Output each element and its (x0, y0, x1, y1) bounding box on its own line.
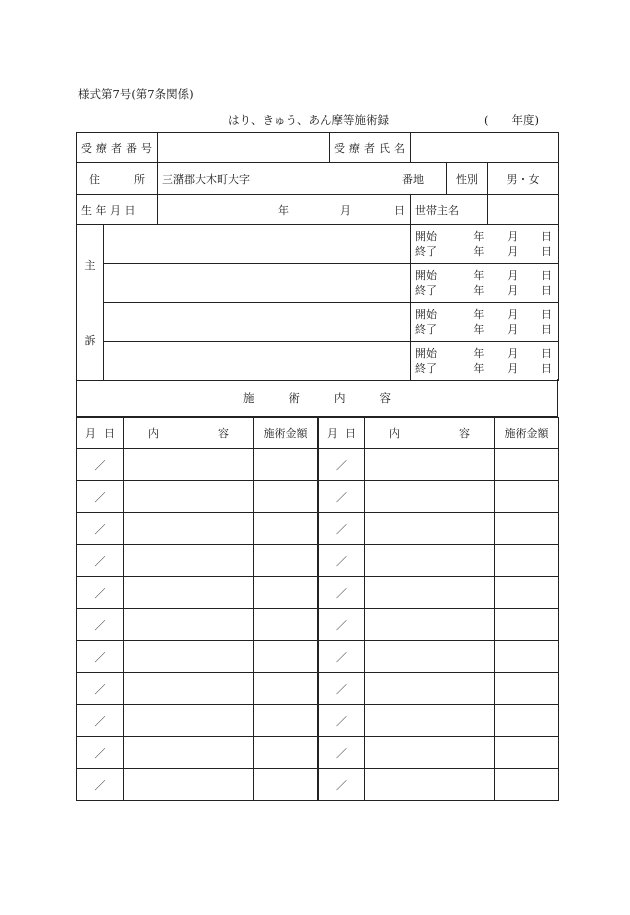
date-cell[interactable]: ／ (319, 705, 365, 737)
amount-cell[interactable] (254, 577, 318, 609)
date-cell[interactable]: ／ (319, 673, 365, 705)
treatment-row (77, 545, 318, 577)
amount-cell[interactable] (254, 481, 318, 513)
date-cell[interactable]: ／ (77, 641, 124, 673)
date-cell[interactable]: ／ (319, 737, 365, 769)
amount-cell[interactable] (495, 673, 559, 705)
complaint-field-1[interactable] (104, 225, 411, 264)
treatment-row (77, 641, 318, 673)
address-field[interactable] (158, 163, 447, 195)
amount-cell[interactable] (254, 705, 318, 737)
birthdate-field[interactable]: 年 月 日 (158, 195, 411, 225)
address-value: 三潴郡大木町大字 (162, 172, 250, 186)
complaint-field-3[interactable] (104, 303, 411, 342)
treatment-row (319, 545, 559, 577)
date-cell[interactable]: ／ (319, 641, 365, 673)
content-cell[interactable] (365, 513, 495, 545)
date-cell[interactable]: ／ (77, 705, 124, 737)
col-date-header: 月 日 (319, 418, 365, 449)
date-cell[interactable]: ／ (77, 513, 124, 545)
patient-name-field[interactable] (411, 133, 559, 163)
form-title: はり、きゅう、あん摩等施術録 (228, 113, 389, 127)
complaint-dates-3[interactable]: 開始 年 月 日 終了 年 月 日 (411, 303, 559, 342)
form-number: 様式第7号(第7条関係) (78, 87, 194, 101)
content-cell[interactable] (124, 577, 254, 609)
treatment-row (319, 641, 559, 673)
fiscal-year-label: ( 年度) (484, 113, 539, 127)
content-cell[interactable] (124, 737, 254, 769)
treatment-section-title: 施術内容 (76, 379, 558, 417)
date-cell[interactable]: ／ (319, 609, 365, 641)
treatment-table-left (76, 417, 318, 801)
treatment-row (77, 449, 318, 481)
householder-field[interactable] (488, 195, 559, 225)
complaint-field-2[interactable] (104, 264, 411, 303)
date-cell[interactable]: ／ (77, 481, 124, 513)
amount-cell[interactable] (254, 673, 318, 705)
birthdate-label: 生 年 月 日 (77, 195, 158, 225)
treatment-row (319, 577, 559, 609)
col-content-header: 内 容 (124, 418, 254, 449)
content-cell[interactable] (365, 641, 495, 673)
sex-label: 性別 (447, 163, 488, 195)
amount-cell[interactable] (254, 545, 318, 577)
treatment-row (77, 705, 318, 737)
amount-cell[interactable] (495, 769, 559, 801)
content-cell[interactable] (124, 673, 254, 705)
treatment-row (319, 737, 559, 769)
amount-cell[interactable] (254, 641, 318, 673)
amount-cell[interactable] (495, 609, 559, 641)
content-cell[interactable] (365, 449, 495, 481)
complaint-label: 主 訴 (77, 225, 104, 381)
content-cell[interactable] (365, 609, 495, 641)
treatment-row (77, 513, 318, 545)
sex-options[interactable]: 男・女 (488, 163, 559, 195)
date-cell[interactable]: ／ (77, 545, 124, 577)
amount-cell[interactable] (495, 449, 559, 481)
col-amount-header: 施術金額 (495, 418, 559, 449)
treatment-row (77, 577, 318, 609)
content-cell[interactable] (365, 769, 495, 801)
content-cell[interactable] (124, 705, 254, 737)
amount-cell[interactable] (254, 513, 318, 545)
content-cell[interactable] (124, 609, 254, 641)
date-cell[interactable]: ／ (319, 481, 365, 513)
date-cell[interactable]: ／ (77, 769, 124, 801)
treatment-row (319, 769, 559, 801)
treatment-row (319, 673, 559, 705)
amount-cell[interactable] (495, 481, 559, 513)
treatment-row (319, 513, 559, 545)
amount-cell[interactable] (495, 545, 559, 577)
treatment-row (77, 481, 318, 513)
complaint-dates-2[interactable]: 開始 年 月 日 終了 年 月 日 (411, 264, 559, 303)
treatment-row (319, 481, 559, 513)
householder-label: 世帯主名 (411, 195, 488, 225)
date-cell[interactable]: ／ (319, 577, 365, 609)
content-cell[interactable] (124, 481, 254, 513)
patient-info-table (76, 132, 559, 381)
banchi-label: 番地 (402, 172, 424, 186)
content-cell[interactable] (365, 577, 495, 609)
content-cell[interactable] (365, 705, 495, 737)
treatment-row (77, 673, 318, 705)
date-cell[interactable]: ／ (319, 545, 365, 577)
amount-cell[interactable] (495, 513, 559, 545)
patient-number-field[interactable] (158, 133, 330, 163)
complaint-dates-4[interactable]: 開始 年 月 日 終了 年 月 日 (411, 342, 559, 381)
content-cell[interactable] (365, 737, 495, 769)
date-cell[interactable]: ／ (77, 449, 124, 481)
content-cell[interactable] (124, 769, 254, 801)
content-cell[interactable] (124, 513, 254, 545)
date-cell[interactable]: ／ (77, 577, 124, 609)
complaint-field-4[interactable] (104, 342, 411, 381)
amount-cell[interactable] (495, 641, 559, 673)
patient-name-label: 受療者氏名 (330, 133, 411, 163)
date-cell[interactable]: ／ (319, 449, 365, 481)
amount-cell[interactable] (254, 769, 318, 801)
amount-cell[interactable] (254, 449, 318, 481)
amount-cell[interactable] (254, 609, 318, 641)
treatment-row (319, 609, 559, 641)
col-content-header: 内 容 (365, 418, 495, 449)
content-cell[interactable] (124, 641, 254, 673)
content-cell[interactable] (124, 449, 254, 481)
treatment-row (77, 737, 318, 769)
treatment-table-right (318, 417, 559, 801)
col-amount-header: 施術金額 (254, 418, 318, 449)
treatment-row (77, 609, 318, 641)
amount-cell[interactable] (495, 737, 559, 769)
date-cell[interactable]: ／ (77, 673, 124, 705)
treatment-row (77, 769, 318, 801)
amount-cell[interactable] (254, 737, 318, 769)
patient-number-label: 受療者番号 (77, 133, 158, 163)
content-cell[interactable] (365, 545, 495, 577)
amount-cell[interactable] (495, 577, 559, 609)
treatment-row (319, 449, 559, 481)
address-label: 住 所 (77, 163, 158, 195)
date-cell[interactable]: ／ (77, 609, 124, 641)
complaint-dates-1[interactable]: 開始 年 月 日 終了 年 月 日 (411, 225, 559, 264)
amount-cell[interactable] (495, 705, 559, 737)
date-cell[interactable]: ／ (77, 737, 124, 769)
col-date-header: 月 日 (77, 418, 124, 449)
treatment-row (319, 705, 559, 737)
date-cell[interactable]: ／ (319, 513, 365, 545)
content-cell[interactable] (124, 545, 254, 577)
content-cell[interactable] (365, 673, 495, 705)
date-cell[interactable]: ／ (319, 769, 365, 801)
content-cell[interactable] (365, 481, 495, 513)
